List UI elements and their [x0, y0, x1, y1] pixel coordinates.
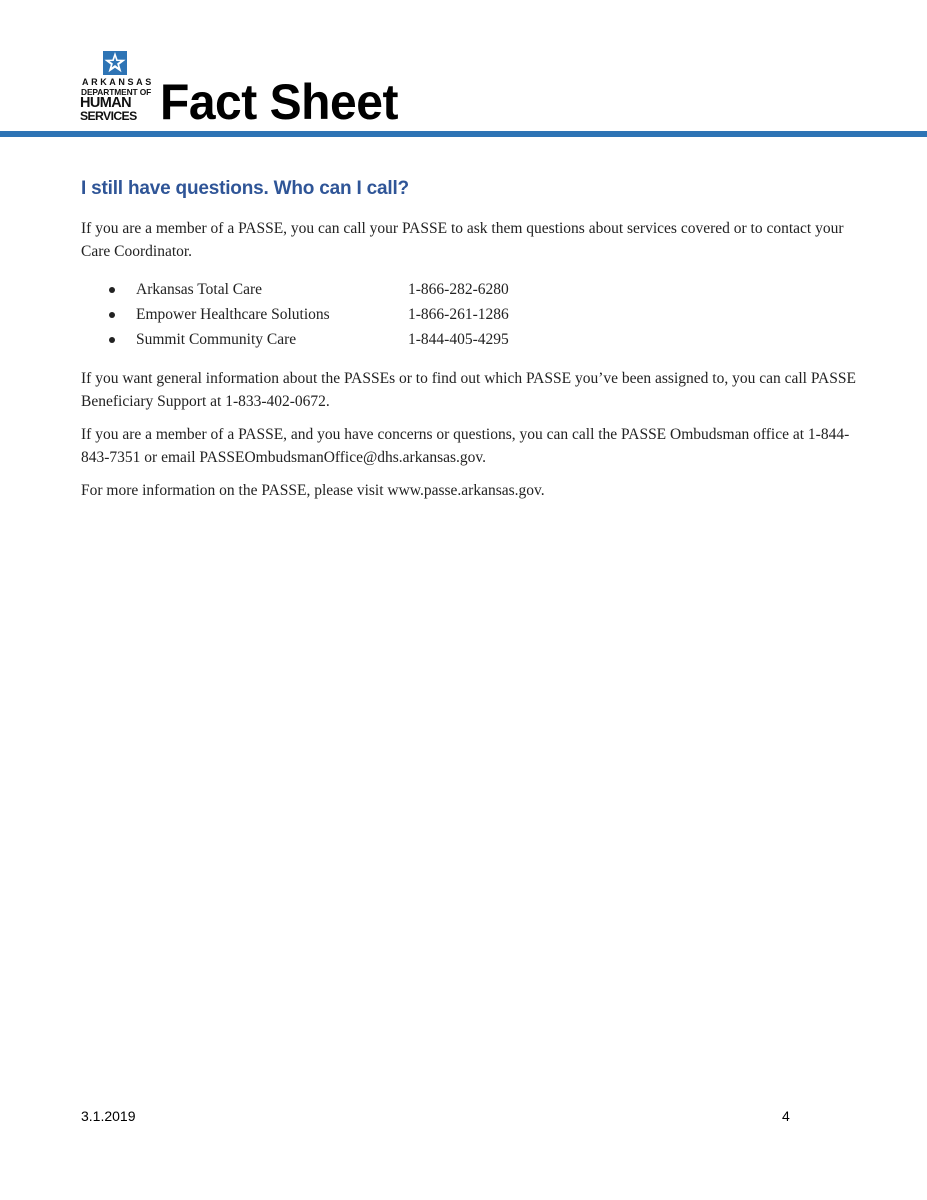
footer-date: 3.1.2019	[81, 1108, 136, 1124]
list-item	[81, 277, 861, 302]
passe-contact-list	[81, 277, 861, 352]
ombudsman-paragraph: If you are a member of a PASSE, and you have concerns or questions, you can call the PASSE Ombudsman office at 1-844-843-7351 or email PASSEOmbudsmanOffice@dhs.arkansas.gov.	[81, 426, 850, 466]
list-item	[81, 327, 861, 352]
main-content	[81, 176, 861, 514]
more-info-paragraph: For more information on the PASSE, please visit www.passe.arkansas.gov.	[81, 482, 545, 499]
dhs-logo	[80, 50, 154, 126]
passe-phone: 1-844-405-4295	[408, 331, 509, 348]
logo-line-human: HUMAN	[80, 95, 131, 111]
logo-line-services: SERVICES	[80, 109, 137, 123]
passe-phone: 1-866-282-6280	[408, 281, 509, 298]
bullet-icon	[109, 287, 115, 293]
page-title: Fact Sheet	[160, 74, 398, 130]
bullet-icon	[109, 337, 115, 343]
intro-paragraph: If you are a member of a PASSE, you can call your PASSE to ask them questions about services covered or to contact your Care Coordinator.	[81, 220, 844, 260]
logo-line-department: DEPARTMENT OF	[81, 87, 152, 97]
star-icon	[102, 50, 128, 76]
section-heading: I still have questions. Who can I call?	[81, 178, 409, 199]
passe-name: Arkansas Total Care	[136, 281, 263, 298]
page-header	[0, 0, 927, 140]
bullet-icon	[109, 312, 115, 318]
header-divider	[0, 131, 927, 137]
passe-name: Summit Community Care	[136, 331, 297, 348]
passe-name: Empower Healthcare Solutions	[136, 306, 330, 323]
logo-line-arkansas: ARKANSAS	[82, 77, 154, 87]
page-number: 4	[782, 1108, 790, 1124]
passe-phone: 1-866-261-1286	[408, 306, 509, 323]
list-item	[81, 302, 861, 327]
general-info-paragraph: If you want general information about the PASSEs or to find out which PASSE you’ve been assigned to, you can call PASSE Beneficiary Support at 1-833-402-0672.	[81, 370, 856, 410]
